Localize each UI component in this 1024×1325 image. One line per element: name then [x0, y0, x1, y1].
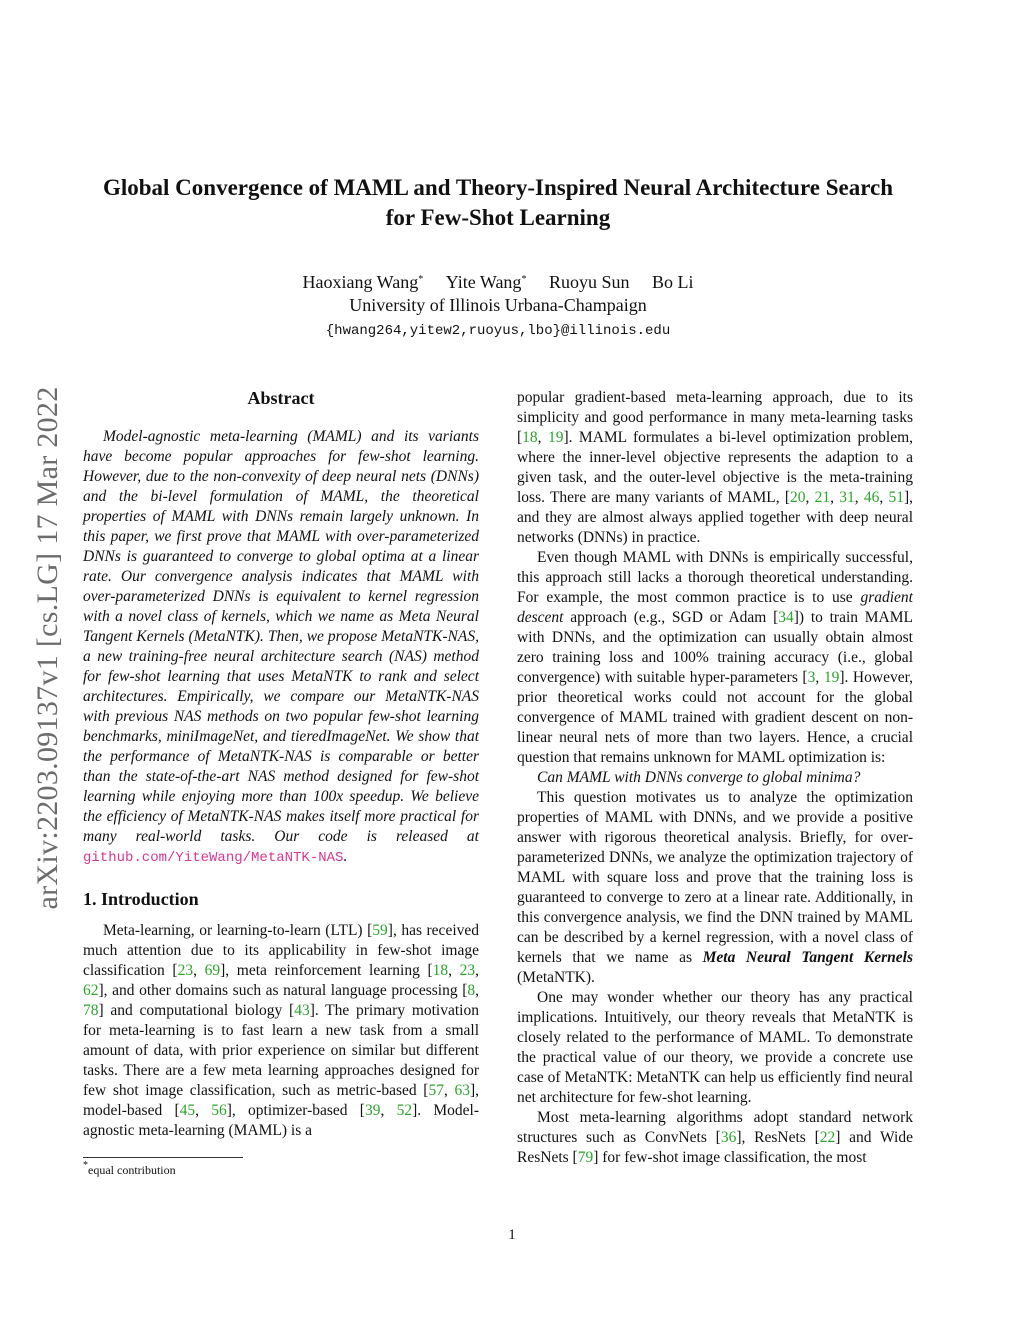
research-question: Can MAML with DNNs converge to global minima?	[537, 769, 861, 786]
citation-link[interactable]: 69	[204, 962, 221, 979]
section-heading: 1. Introduction	[83, 889, 199, 909]
citation-link[interactable]: 62	[83, 982, 99, 999]
citation-link[interactable]: 23	[459, 962, 476, 979]
abstract-text: Model-agnostic meta-learning (MAML) and its variants have become popular approaches for few-shot learning. However, due to the non-convexity of deep neural nets (DNNs) and the bi-level formulation of MAML, the theoretical properties of MAML with DNNs remain largely unknown. In this paper, we first prove that MAML with over-parameterized DNNs is guaranteed to converge to global optima at a linear rate. Our convergence analysis indicates that MAML with over-parameterized DNNs is equivalent to kernel regression with a novel class of kernels, which we name as Meta Neural Tangent Kernels (MetaNTK). Then, we propose MetaNTK-NAS, a new training-free neural architecture search (NAS) method for few-shot learning that uses MetaNTK to rank and select architectures. Empirically, we compare our MetaNTK-NAS with previous NAS methods on two popular few-shot learning benchmarks, miniImageNet, and tieredImageNet. We show that the performance of MetaNTK-NAS is comparable or better than the state-of-the-art NAS method designed for few-shot learning while enjoying more than 100x speedup. We believe the efficiency of MetaNTK-NAS makes itself more practical for many real-world tasks. Our code is released at github.com/YiteWang/MetaNTK-NAS.	[83, 428, 479, 866]
author-block	[80, 271, 916, 343]
author-name: Yite Wang*	[445, 272, 527, 292]
title-line-1: Global Convergence of MAML and Theory-Inspired Neural Architecture Search	[102, 175, 894, 200]
intro-paragraph: Even though MAML with DNNs is empirically successful, this approach still lacks a thorough theoretical understanding. For example, the most common practice is to use gradient descent approach (e.g., SGD or Adam [34]) to train MAML with DNNs, and the optimization can usually obtain almost zero training loss and 100% training accuracy (i.e., global convergence) with suitable hyper-parameters [3, 19]. However, prior theoretical works could not account for the global convergence of MAML trained with gradient descent on non-linear neural nets of more than two layers. Hence, a crucial question that remains unknown for MAML optimization is:	[517, 549, 913, 766]
intro-paragraph: popular gradient-based meta-learning approach, due to its simplicity and good performance in many meta-learning tasks [18, 19]. MAML formulates a bi-level optimization problem, where the inner-level objective represents the adaption to a given task, and the outer-level objective is the meta-training loss. There are many variants of MAML, [20, 21, 31, 46, 51], and they are almost always applied together with deep neural networks (DNNs) in practice.	[517, 389, 914, 546]
citation-link[interactable]: 20	[790, 489, 806, 506]
citation-link[interactable]: 18	[522, 429, 538, 446]
citation-link[interactable]: 19	[547, 429, 564, 446]
arxiv-sidebar	[28, 350, 68, 945]
citation-link[interactable]: 23	[177, 962, 194, 979]
author-name: Haoxiang Wang*	[302, 272, 424, 292]
footnote: *equal contribution	[83, 1160, 176, 1177]
citation-link[interactable]: 43	[294, 1002, 310, 1019]
citation-link[interactable]: 3	[807, 669, 816, 686]
citation-link[interactable]: 36	[720, 1129, 737, 1146]
citation-link[interactable]: 79	[577, 1149, 594, 1166]
intro-paragraph: One may wonder whether our theory has any practical implications. Intuitively, our theory reveals that MetaNTK is closely related to the performance of MAML. To demonstrate the practical value of our theory, we provide a concrete use case of MetaNTK: MetaNTK can help us efficiently find neural net architecture for few-shot learning.	[517, 989, 913, 1106]
right-column	[517, 388, 913, 1168]
footnote-divider	[83, 1157, 243, 1158]
intro-paragraph: Meta-learning, or learning-to-learn (LTL) [59], has received much attention due to its applicability in few-shot image classification [23, 69], meta reinforcement learning [18, 23, 62], and other domains such as natural language processing [8, 78] and computational biology [43]. The primary motivation for meta-learning is to fast learn a new task from a small amount of data, with prior experience on similar but different tasks. There are a few meta learning approaches designed for few shot image classification, such as metric-based [57, 63], model-based [45, 56], optimizer-based [39, 52]. Model-agnostic meta-learning (MAML) is a	[83, 922, 480, 1139]
author-list	[80, 271, 916, 294]
code-link[interactable]: github.com/YiteWang/MetaNTK-NAS	[83, 850, 344, 866]
author-name: Bo Li	[651, 272, 694, 292]
citation-link[interactable]: 45	[179, 1102, 196, 1119]
citation-link[interactable]: 22	[819, 1129, 836, 1146]
citation-link[interactable]: 21	[814, 489, 831, 506]
citation-link[interactable]: 59	[372, 922, 388, 939]
citation-link[interactable]: 51	[888, 489, 904, 506]
author-name: Ruoyu Sun	[548, 272, 630, 292]
citation-link[interactable]: 57	[428, 1082, 444, 1099]
citation-link[interactable]: 31	[839, 489, 855, 506]
citation-link[interactable]: 52	[396, 1102, 413, 1119]
citation-link[interactable]: 39	[364, 1102, 381, 1119]
left-column	[83, 388, 479, 1177]
citation-link[interactable]: 34	[778, 609, 794, 626]
citation-link[interactable]: 8	[467, 982, 476, 999]
affiliation: University of Illinois Urbana-Champaign	[349, 295, 647, 315]
title-line-2: for Few-Shot Learning	[385, 205, 611, 230]
arxiv-identifier: arXiv:2203.09137v1 [cs.LG] 17 Mar 2022	[31, 386, 64, 910]
citation-link[interactable]: 18	[432, 962, 449, 979]
page-number: 1	[508, 1227, 516, 1243]
paper-title	[80, 173, 916, 233]
intro-paragraph: This question motivates us to analyze the optimization properties of MAML with DNNs, and we provide a positive answer with rigorous theoretical analysis. Briefly, for over-parameterized DNNs, we analyze the optimization trajectory of MAML with square loss and prove that the training loss is guaranteed to converge to zero at a linear rate. Additionally, in this convergence analysis, we find the DNN trained by MAML can be described by a kernel regression, with a novel class of kernels that we name as Meta Neural Tangent Kernels (MetaNTK).	[517, 789, 913, 986]
intro-paragraph: Most meta-learning algorithms adopt standard network structures such as ConvNets [36], ResNets [22] and Wide ResNets [79] for few-shot image classification, the most	[517, 1109, 913, 1166]
abstract-heading: Abstract	[247, 388, 315, 408]
author-emails: {hwang264,yitew2,ruoyus,lbo}@illinois.edu	[325, 323, 671, 339]
citation-link[interactable]: 56	[211, 1102, 227, 1119]
citation-link[interactable]: 63	[454, 1082, 470, 1099]
citation-link[interactable]: 46	[863, 489, 880, 506]
citation-link[interactable]: 78	[83, 1002, 99, 1019]
citation-link[interactable]: 19	[823, 669, 840, 686]
